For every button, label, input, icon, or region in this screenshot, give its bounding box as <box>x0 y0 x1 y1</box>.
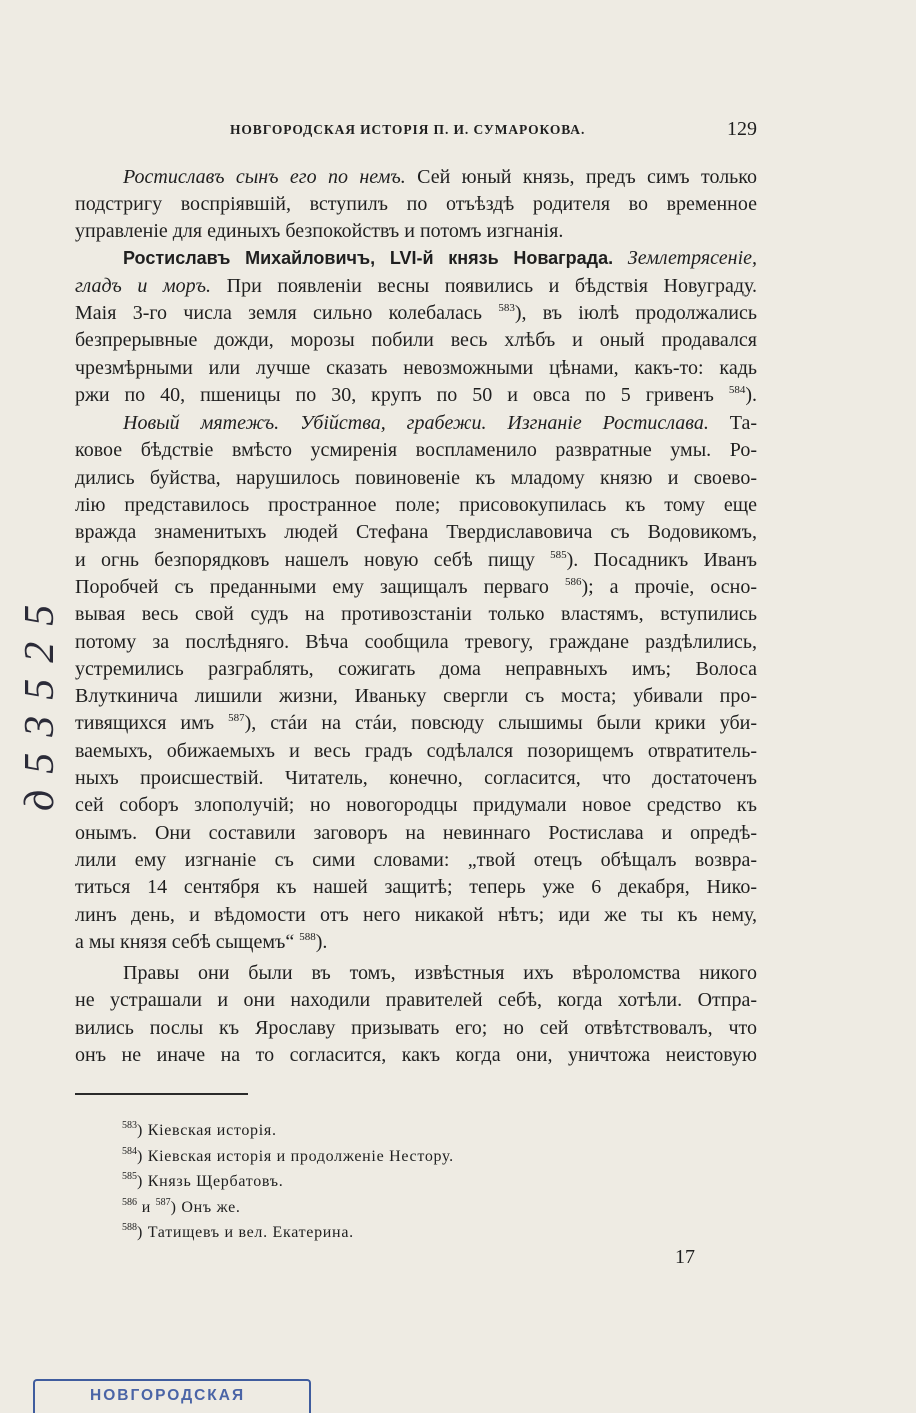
text-run: вывая весь свой судъ на противозстаніи только властямъ, вступились <box>75 603 757 626</box>
footnote-ref: 585 <box>122 1171 137 1182</box>
text-line <box>75 164 757 191</box>
paragraph <box>75 164 757 246</box>
stamp-text: НОВГОРОДСКАЯ <box>90 1387 246 1404</box>
text-line <box>75 1015 757 1042</box>
paragraph <box>75 245 757 409</box>
text-line <box>75 574 757 601</box>
footnote-ref: 586 <box>564 575 582 588</box>
text-run: ) Кіевская исторія. <box>137 1122 277 1139</box>
text-run: чрезмѣрными или лучше сказать невозможными цѣнами, какъ-то: кадь <box>75 356 757 379</box>
italic-run: гладъ и моръ. <box>75 274 212 297</box>
signature-mark: 17 <box>675 1246 695 1268</box>
heading-run: Ростиславъ Михайловичъ, LVI-й князь Новаграда. <box>123 248 614 269</box>
footnote-ref: 584 <box>728 383 746 396</box>
text-line <box>75 601 757 628</box>
text-line <box>75 792 757 819</box>
text-line <box>75 820 757 847</box>
text-run: и огнь безпорядковъ нашелъ новую себѣ пищу <box>75 548 551 571</box>
footnote-ref: 584 <box>122 1145 137 1157</box>
text-run: ржи по 40, пшеницы по 30, крупъ по 50 и овса по 5 гривенъ <box>75 383 729 406</box>
text-line <box>75 327 757 354</box>
text-run: Маія 3-го числа земля сильно колебалась <box>75 301 499 324</box>
text-line <box>75 245 757 272</box>
text-line <box>75 987 757 1014</box>
text-run: ) Князь Щербатовъ. <box>137 1173 284 1190</box>
footnote-ref: 585 <box>550 548 567 561</box>
footnote-ref: 587 <box>228 712 245 725</box>
text-line <box>75 519 757 546</box>
footnote <box>122 1220 454 1246</box>
text-run: линъ день, и вѣдомости отъ него никакой нѣтъ; иди же ты къ нему, <box>75 903 757 926</box>
text-run: сей соборъ злополучій; но новогородцы придумали новое средство къ <box>75 794 757 817</box>
footnote-ref: 587 <box>155 1196 171 1208</box>
text-line <box>75 382 757 409</box>
text-run: вражда знаменитыхъ людей Стефана Твердиславовича съ Водовикомъ, <box>75 521 757 544</box>
text-run: ), стáи на стáи, повсюду слышимы были крики уби- <box>244 712 757 735</box>
text-line <box>75 683 757 710</box>
footnote-ref: 588 <box>122 1222 137 1233</box>
text-line <box>75 960 757 987</box>
footnote-rule <box>75 1093 248 1095</box>
text-run: потому за послѣдняго. Вѣча сообщила тревогу, граждане раздѣлились, <box>75 630 757 653</box>
text-run: ) Онъ же. <box>170 1198 241 1216</box>
text-line <box>75 410 757 437</box>
text-line <box>75 355 757 382</box>
footnote-ref: 586 <box>122 1196 137 1208</box>
text-run: лію представилось пространное поле; присовокупилась къ тому еще <box>75 494 757 517</box>
italic-run: Новый мятежъ. Убійства, грабежи. Изгнаніе Ростислава. <box>123 412 709 435</box>
text-run: а мы князя себѣ сыщемъ“ <box>75 930 300 953</box>
library-stamp <box>33 1379 311 1413</box>
text-line <box>75 902 757 929</box>
handwritten-margin-note: д53525 <box>17 588 63 812</box>
text-line <box>75 547 757 574</box>
text-line <box>75 465 757 492</box>
text-run: ныхъ происшествій. Читатель, конечно, согласится, что достаточенъ <box>75 767 757 790</box>
footnote-ref: 588 <box>299 930 316 943</box>
text-line <box>75 765 757 792</box>
paragraph <box>75 960 757 1069</box>
footnote-ref: 583 <box>122 1120 137 1131</box>
text-line <box>75 1042 757 1069</box>
text-run: вились послы къ Ярославу призывать его; но сей отвѣтствовалъ, что <box>75 1016 757 1039</box>
text-run: ваемыхъ, обижаемыхъ и весь градъ содѣлался позорищемъ отвратитель- <box>75 739 757 762</box>
text-run: При появленіи весны появились и бѣдствія Новуграду. <box>211 274 757 297</box>
text-line <box>75 847 757 874</box>
text-run: Поробчей съ преданными ему защищалъ перваго <box>75 575 565 598</box>
text-line <box>75 273 757 300</box>
text-run: ); а прочіе, осно- <box>581 575 757 598</box>
footnote <box>122 1118 454 1144</box>
text-line <box>75 218 757 245</box>
text-line <box>75 929 757 956</box>
text-run: подстригу воспріявшій, вступилъ по отъѣздѣ родителя во временное <box>75 192 757 215</box>
text-line <box>75 629 757 656</box>
text-line <box>75 300 757 327</box>
text-run: ковое бѣдствіе вмѣсто усмиренія воспламенило развратные умы. Ро- <box>75 439 757 462</box>
italic-run: Землетрясеніе, <box>613 247 757 270</box>
italic-run: Ростиславъ сынъ его по немъ. <box>123 165 406 188</box>
text-line <box>75 710 757 737</box>
text-run: дились буйства, нарушилось повиновеніе къ младому князю и своево- <box>75 466 757 489</box>
text-run: Влуткинича лишили жизни, Иваньку свергли съ моста; убивали про- <box>75 685 757 708</box>
text-run: ), въ іюлѣ продолжались <box>514 301 758 324</box>
text-run: устремились разграблять, сожигать дома неправныхъ имъ; Волоса <box>75 657 757 680</box>
text-run: лили ему изгнаніе съ сими словами: „твой отецъ обѣщалъ возвра- <box>75 848 757 871</box>
text-run: онъ не иначе на то согласится, какъ когда они, уничтожа неистовую <box>75 1044 757 1066</box>
text-run: Та- <box>708 412 757 435</box>
footnote <box>122 1169 454 1195</box>
text-run: безпрерывные дожди, морозы побили весь хлѣбъ и оный продавался <box>75 329 757 352</box>
text-run: Сей юный князь, предъ симъ только <box>405 165 757 188</box>
text-line <box>75 874 757 901</box>
text-line <box>75 738 757 765</box>
paragraph <box>75 410 757 956</box>
text-run: Правы они были въ томъ, извѣстныя ихъ вѣроломства никого <box>123 962 757 985</box>
text-run: не устрашали и они находили правителей себѣ, когда хотѣли. Отпра- <box>75 989 757 1012</box>
text-line <box>75 492 757 519</box>
text-line <box>75 437 757 464</box>
running-head <box>75 117 757 143</box>
text-line <box>75 191 757 218</box>
text-run: ) Кіевская исторія и продолженіе Нестору. <box>137 1147 454 1165</box>
footnotes <box>122 1118 454 1246</box>
text-run: тивящихся имъ <box>75 712 229 735</box>
footnote <box>122 1195 454 1221</box>
text-run: онымъ. Они составили заговоръ на невиннаго Ростислава и опредѣ- <box>75 821 757 844</box>
text-run: ). <box>745 383 757 406</box>
footnote-ref: 583 <box>498 301 515 314</box>
text-run: управленіе для единыхъ безпокойствъ и потомъ изгнанія. <box>75 220 564 243</box>
running-head-title: НОВГОРОДСКАЯ ИСТОРІЯ П. И. СУМАРОКОВА. <box>230 122 586 137</box>
page-number: 129 <box>727 118 757 140</box>
text-run: ). Посадникъ Иванъ <box>566 548 757 571</box>
text-run: титься 14 сентября къ нашей защитѣ; теперь уже 6 декабря, Нико- <box>75 876 757 899</box>
body-text <box>75 164 757 1070</box>
text-line <box>75 656 757 683</box>
text-run: ) Татищевъ и вел. Екатерина. <box>137 1224 354 1241</box>
footnote <box>122 1144 454 1170</box>
text-run: и <box>137 1198 156 1216</box>
text-run: ). <box>315 930 328 953</box>
